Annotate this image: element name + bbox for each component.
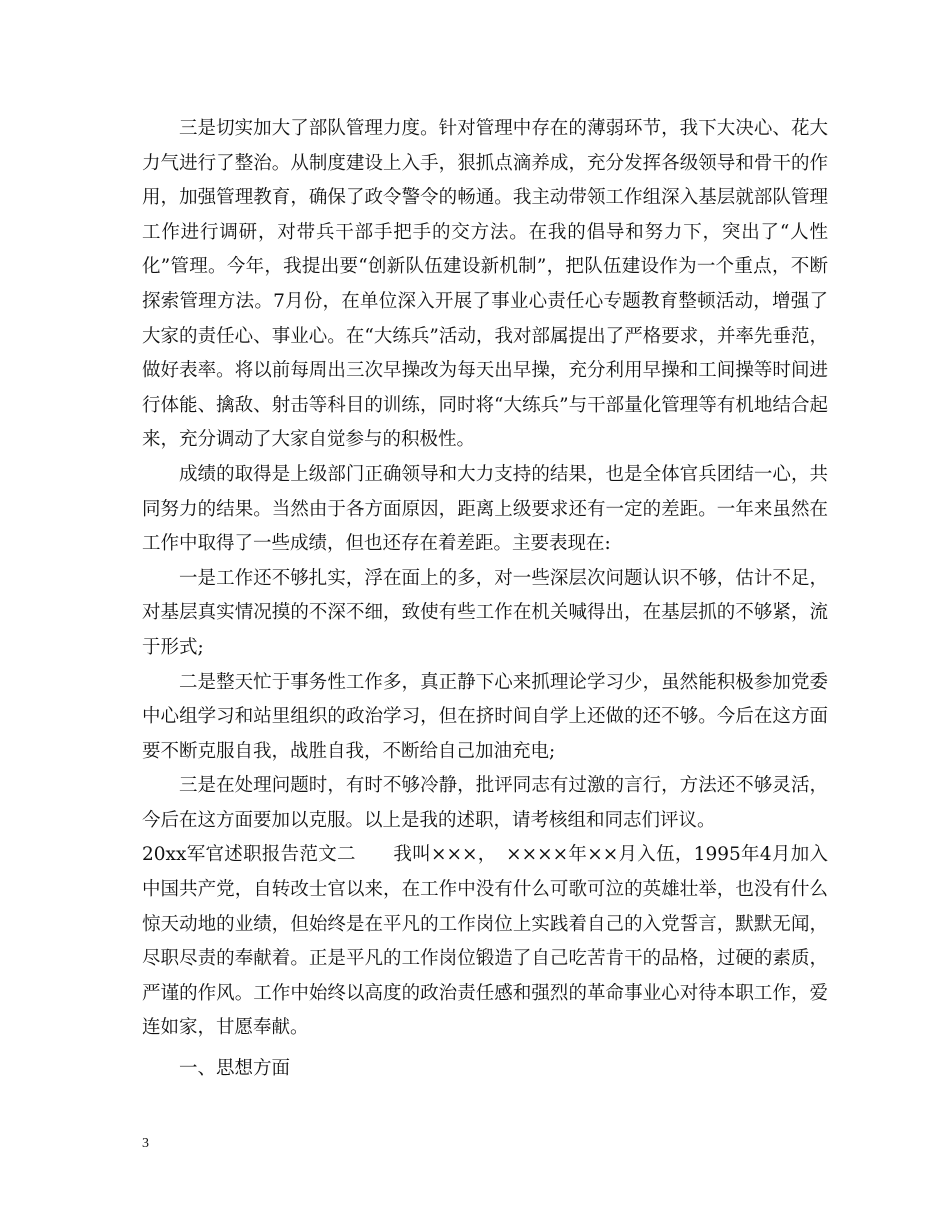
paragraph-achievements: 成绩的取得是上级部门正确领导和大力支持的结果，也是全体官兵团结一心，共同努力的结果。当然由于各方面原因，距离上级要求还有一定的差距。一年来虽然在工作中取得了一些成绩，但也还存在着差距。主要表现在:	[142, 463, 828, 555]
section-heading-thought: 一、思想方面	[179, 1058, 291, 1080]
paragraph-shortcoming-one: 一是工作还不够扎实，浮在面上的多，对一些深层次问题认识不够，估计不足，对基层真实情况摸的不深不细，致使有些工作在机关喊得出，在基层抓的不够紧，流于形式;	[142, 567, 828, 658]
paragraph-shortcoming-two: 二是整天忙于事务性工作多，真正静下心来抓理论学习少，虽然能积极参加党委中心组学习和站里组织的政治学习，但在挤时间自学上还做的还不够。今后在这方面要不断克服自我，战胜自我，不断给自己加油充电;	[142, 671, 828, 762]
paragraph-report-two: 20xx军官述职报告范文二 我叫×××， ××××年××月入伍，1995年4月加入中国共产党，自转改士官以来，在工作中没有什么可歌可泣的英雄壮举，也没有什么惊天动地的业绩，但始终是在平凡的工作岗位上实践着自己的入党誓言，默默无闻，尽职尽责的奉献着。正是平凡的工作岗位锻造了自己吃苦肯干的品格，过硬的素质，严谨的作风。工作中始终以高度的政治责任感和强烈的革命事业心对待本职工作，爱连如家，甘愿奉献。	[142, 844, 828, 1039]
paragraph-shortcoming-three: 三是在处理问题时，有时不够冷静，批评同志有过激的言行，方法还不够灵活，今后在这方面要加以克服。以上是我的述职，请考核组和同志们评议。	[142, 775, 828, 831]
page-number: 3	[142, 1136, 149, 1151]
document-body	[142, 112, 828, 1087]
paragraph-management: 三是切实加大了部队管理力度。针对管理中存在的薄弱环节，我下大决心、花大力气进行了整治。从制度建设上入手，狠抓点滴养成，充分发挥各级领导和骨干的作用，加强管理教育，确保了政令警令的畅通。我主动带领工作组深入基层就部队管理工作进行调研，对带兵干部手把手的交方法。在我的倡导和努力下，突出了“人性化”管理。今年，我提出要“创新队伍建设新机制”，把队伍建设作为一个重点，不断探索管理方法。7月份，在单位深入开展了事业心责任心专题教育整顿活动，增强了大家的责任心、事业心。在“大练兵”活动，我对部属提出了严格要求，并率先垂范，做好表率。将以前每周出三次早操改为每天出早操，充分利用早操和工间操等时间进行体能、擒敌、射击等科目的训练，同时将“大练兵”与干部量化管理等有机地结合起来，充分调动了大家自觉参与的积极性。	[142, 118, 828, 451]
